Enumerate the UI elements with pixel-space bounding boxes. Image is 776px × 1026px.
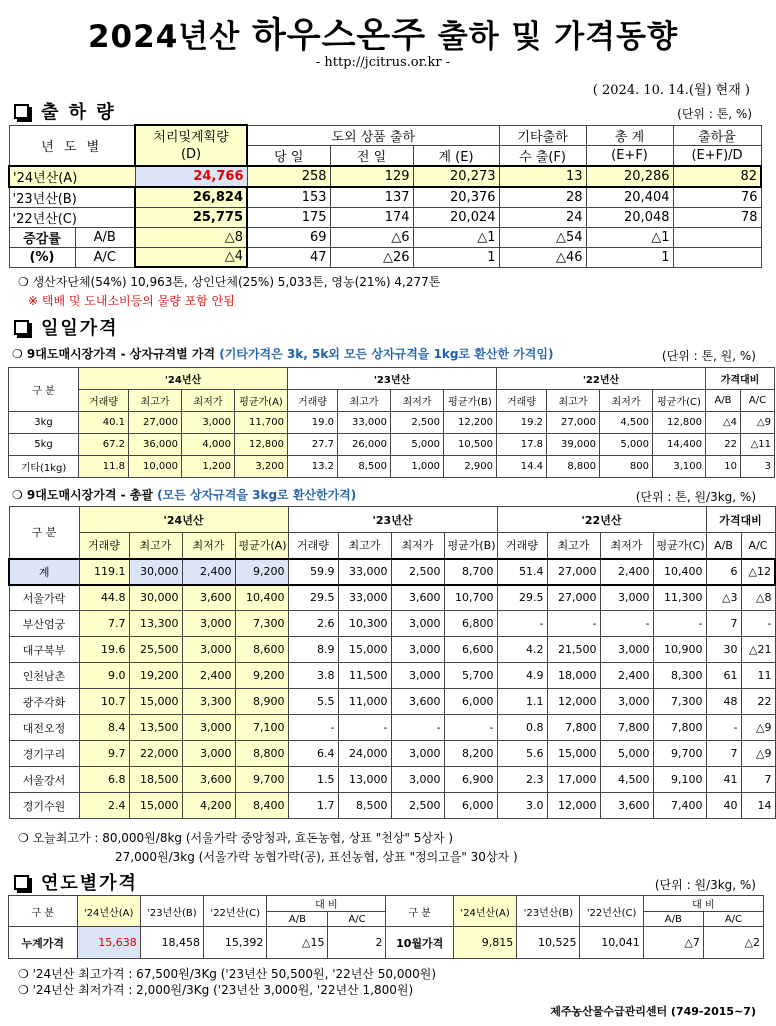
today-header: 당 일 <box>247 145 330 166</box>
y23-header: '23년산 <box>288 368 497 390</box>
rate-header: 출하율 <box>673 125 761 145</box>
table-row: 증감률 A/B △8 69 △6 △1 △54 △1 <box>9 227 761 247</box>
yearly-unit: (단위 : 원/3kg, %) <box>654 878 756 892</box>
yearly-min-note: ❍ '24년산 최저가격 : 2,000원/3Kg ('23년산 3,000원, '22년산 1,800원) <box>18 983 414 997</box>
checkbox-icon <box>14 104 29 119</box>
daily-sub2: ❍ 9대도매시장가격 - 총괄 (모든 상자규격을 3kg로 환산한가격) <box>12 488 357 502</box>
daily-heading: 일일가격 <box>14 314 119 340</box>
rate-sub: (E+F)/D <box>673 145 761 166</box>
top-price-note2: 27,000원/3kg (서울가락 농협가락(공), 표선농협, 상표 "정의고을" 30상자 ) <box>115 850 518 864</box>
shipment-heading: 출 하 량 <box>14 98 116 124</box>
page-title: 2024년산 하우스온주 출하 및 가격동향 <box>87 16 679 56</box>
checkbox-icon <box>14 320 29 335</box>
market-price-table: 구 분 '24년산 '23년산 '22년산 가격대비 거래량 최고가 최저가 평균가(A) 거래량 최고가 최저가 평균가(B) 거래량 최고가 최저가 평균가(C) A/B A/C 계 119.1 30,000 2,400 9,200 59.9 33,000 2,500 8,700 51.4 27,000 2,400 10,400 6 △12 서울가락 44.8 30,000 3,600 10,400 29.5 33,000 3,600 10,700 29.5 27,000 3,000 11,300 △3 △8 부산엄궁 7.7 13,300 3,000 7,300 2.6 10,300 3,000 6,800 - - - - 7 - 대구북부 19.6 25,500 3,000 8,600 8.9 15,000 3,000 6,600 4.2 21,500 3,000 10,900 30 △21 인천남촌 9.0 19,200 2,400 9,200 3.8 11,500 3,000 5,700 4.9 18,000 2,400 8,300 61 11 광주각화 10.7 15,000 3,300 8,900 5.5 11,000 3,600 6,000 1.1 12,000 3,000 7,300 48 22 대전오정 8.4 13,500 3,000 7,100 - - - - 0.8 7,800 7,800 7,800 - △9 경기구리 9.7 22,000 3,000 8,800 6.4 24,000 3,000 8,200 5.6 15,000 5,000 9,700 7 △9 서울강서 6.8 18,500 3,600 9,700 1.5 13,000 3,000 6,900 2.3 17,000 4,500 9,100 41 7 경기수원 2.4 15,000 4,200 8,400 1.7 8,500 2,500 6,000 3.0 12,000 3,600 7,400 40 14 <box>8 506 776 819</box>
y22-header: '22년산 <box>497 368 706 390</box>
table-row: 서울강서 6.8 18,500 3,600 9,700 1.5 13,000 3,000 6,900 2.3 17,000 4,500 9,100 41 7 <box>9 767 775 793</box>
shipment-note: ❍ 생산자단체(54%) 10,963톤, 상인단체(25%) 5,033톤, 영농(21%) 4,277톤 <box>18 275 441 289</box>
table-row: '24년산(A) 24,766 258 129 20,273 13 20,286 82 <box>9 166 761 187</box>
shipment-warning: ※ 택배 및 도내소비등의 물량 포함 안됨 <box>28 294 235 308</box>
table-row: 계 119.1 30,000 2,400 9,200 59.9 33,000 2,500 8,700 51.4 27,000 2,400 10,400 6 △12 <box>9 559 775 585</box>
checkbox-icon <box>14 875 29 890</box>
total-sub: (E+F) <box>586 145 673 166</box>
shipment-unit: (단위 : 톤, %) <box>677 107 752 121</box>
planned-sub: (D) <box>135 145 247 166</box>
gubun-header: 구 분 <box>9 507 79 559</box>
daily-unit2: (단위 : 톤, 원/3kg, %) <box>635 490 756 504</box>
y23-header: '23년산 <box>288 507 497 533</box>
table-row: 3kg 40.1 27,000 3,000 11,700 19.0 33,000 2,500 12,200 19.2 27,000 4,500 12,800 △4 △9 <box>9 412 775 434</box>
report-date: ( 2024. 10. 14.(월) 현재 ) <box>592 83 750 98</box>
table-row: 5kg 67.2 36,000 4,000 12,800 27.7 26,000 5,000 10,500 17.8 39,000 5,000 14,400 22 △11 <box>9 434 775 456</box>
yearly-price-table: 구 분 '24년산(A) '23년산(B) '22년산(C) 대 비 구 분 '24년산(A) '23년산(B) '22년산(C) 대 비 A/B A/C A/B A/C 누계가격 15,638 18,458 15,392 △15 2 10월가격 9,815 10,525 10,041 △7 △2 <box>8 895 764 959</box>
table-row: 경기수원 2.4 15,000 4,200 8,400 1.7 8,500 2,500 6,000 3.0 12,000 3,600 7,400 40 14 <box>9 793 775 819</box>
sum-header: 계 (E) <box>413 145 499 166</box>
yearly-max-note: ❍ '24년산 최고가격 : 67,500원/3Kg ('23년산 50,500원, '22년산 50,000원) <box>18 967 437 981</box>
table-row: 부산엄궁 7.7 13,300 3,000 7,300 2.6 10,300 3,000 6,800 - - - - 7 - <box>9 611 775 637</box>
table-row: 기타(1kg) 11.8 10,000 1,200 3,200 13.2 8,500 1,000 2,900 14.4 8,800 800 3,100 10 3 <box>9 456 775 478</box>
table-row: 경기구리 9.7 22,000 3,000 8,800 6.4 24,000 3,000 8,200 5.6 15,000 5,000 9,700 7 △9 <box>9 741 775 767</box>
table-row: 서울가락 44.8 30,000 3,600 10,400 29.5 33,000 3,600 10,700 29.5 27,000 3,000 11,300 △3 △8 <box>9 585 775 611</box>
table-row: 광주각화 10.7 15,000 3,300 8,900 5.5 11,000 3,600 6,000 1.1 12,000 3,000 7,300 48 22 <box>9 689 775 715</box>
planned-header: 처리및계획량 <box>135 125 247 145</box>
table-row: '22년산(C) 25,775 175 174 20,024 24 20,048 78 <box>9 207 761 227</box>
table-row: '23년산(B) 26,824 153 137 20,376 28 20,404 76 <box>9 187 761 208</box>
year-header: 년 도 별 <box>9 125 135 166</box>
size-price-table: 구 분 '24년산 '23년산 '22년산 가격대비 거래량 최고가 최저가 평균가(A) 거래량 최고가 최저가 평균가(B) 거래량 최고가 최저가 평균가(C) A/B A/C 3kg 40.1 27,000 3,000 11,700 19.0 33,000 2,500 12,200 19.2 27,000 4,500 12,800 △4 △9 5kg 67.2 36,000 4,000 12,800 27.7 26,000 5,000 10,500 17.8 39,000 5,000 14,400 22 △11 기타(1kg) 11.8 10,000 1,200 3,200 13.2 8,500 1,000 2,900 14.4 8,800 800 3,100 10 3 <box>8 367 775 478</box>
y22-header: '22년산 <box>497 507 706 533</box>
prev-header: 전 일 <box>330 145 413 166</box>
shipment-table <box>8 124 762 268</box>
total-header: 총 계 <box>586 125 673 145</box>
daily-unit1: (단위 : 톤, 원, %) <box>661 349 756 363</box>
table-row: (%) A/C △4 47 △26 1 △46 1 <box>9 247 761 267</box>
daily-sub1: ❍ 9대도매시장가격 - 상자규격별 가격 (기타가격은 3k, 5k외 모든 상자규격을 1kg로 환산한 가격임) <box>12 347 554 361</box>
table-row: 인천남촌 9.0 19,200 2,400 9,200 3.8 11,500 3,000 5,700 4.9 18,000 2,400 8,300 61 11 <box>9 663 775 689</box>
table-row: 누계가격 15,638 18,458 15,392 △15 2 10월가격 9,815 10,525 10,041 △7 △2 <box>9 927 764 959</box>
site-url: - http://jcitrus.or.kr - <box>315 55 451 70</box>
cmp-header: 가격대비 <box>706 368 775 390</box>
y24-header: '24년산 <box>79 368 288 390</box>
table-row: 대전오정 8.4 13,500 3,000 7,100 - - - - 0.8 7,800 7,800 7,800 - △9 <box>9 715 775 741</box>
gubun-header: 구 분 <box>9 368 79 412</box>
footer-org: 제주농산물수급관리센터 (749-2015~7) <box>550 1005 756 1018</box>
y24-header: '24년산 <box>79 507 288 533</box>
export-header: 기타출하 <box>499 125 586 145</box>
table-row: 대구북부 19.6 25,500 3,000 8,600 8.9 15,000 3,000 6,600 4.2 21,500 3,000 10,900 30 △21 <box>9 637 775 663</box>
yearly-heading: 연도별가격 <box>14 869 138 895</box>
outside-header: 도외 상품 출하 <box>247 125 499 145</box>
export-sub: 수 출(F) <box>499 145 586 166</box>
cmp-header: 가격대비 <box>706 507 775 533</box>
top-price-note1: ❍ 오늘최고가 : 80,000원/8kg (서울가락 중앙청과, 효돈농협, 상표 "천상" 5상자 ) <box>18 831 454 845</box>
